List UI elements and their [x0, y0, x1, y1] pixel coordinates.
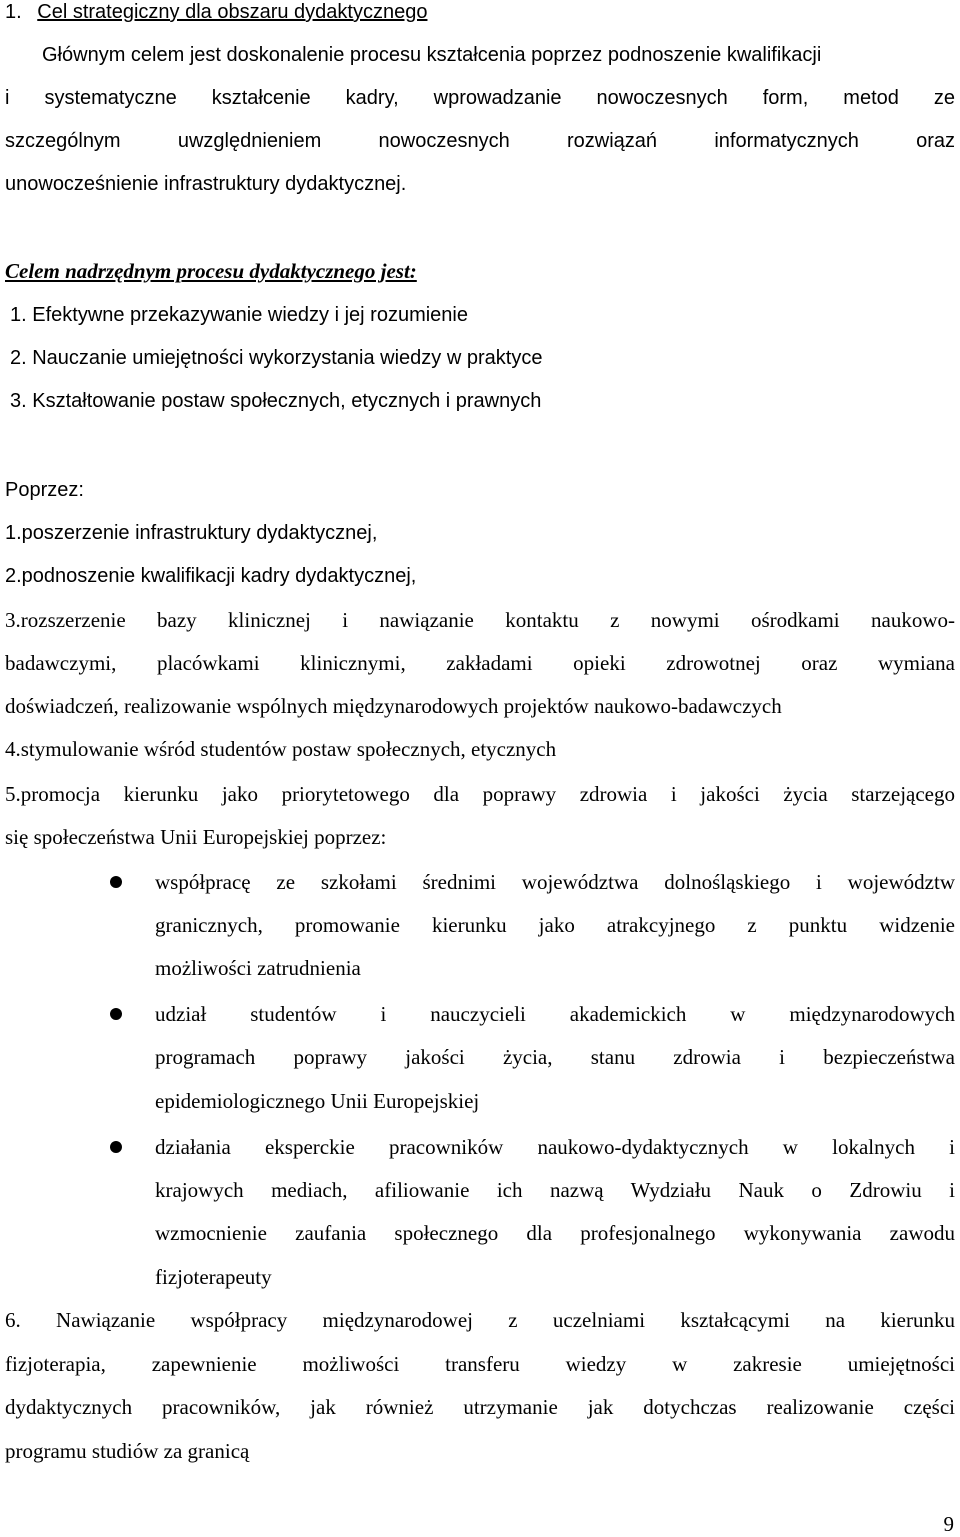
- intro-line: unowocześnienie infrastruktury dydaktycznej.: [5, 173, 407, 195]
- bullet-line: fizjoterapeuty: [155, 1265, 272, 1289]
- bullet-line: epidemiologicznego Unii Europejskiej: [155, 1089, 480, 1113]
- through-item: badawczymi, placówkami klinicznymi, zakładami opieki zdrowotnej oraz wymiana: [5, 651, 955, 675]
- bullet-line: wzmocnienie zaufania społecznego dla profesjonalnego wykonywania zawodu: [155, 1221, 955, 1245]
- through-item: 2.podnoszenie kwalifikacji kadry dydaktycznej,: [5, 565, 417, 587]
- through-item: się społeczeństwa Unii Europejskiej poprzez:: [5, 825, 387, 849]
- through-item: 1.poszerzenie infrastruktury dydaktycznej,: [5, 522, 378, 544]
- bullet-line: współpracę ze szkołami średnimi województwa dolnośląskiego i województw: [155, 870, 955, 894]
- bullet-icon: [110, 1008, 122, 1020]
- item6-line: dydaktycznych pracowników, jak również utrzymanie jak dotychczas realizowanie części: [5, 1395, 955, 1419]
- goal-item: 1. Efektywne przekazywanie wiedzy i jej rozumienie: [10, 304, 468, 326]
- section-heading: [5, 0, 955, 27]
- section-title: Cel strategiczny dla obszaru dydaktycznego: [37, 1, 428, 23]
- bullet-line: programach poprawy jakości życia, stanu zdrowia i bezpieczeństwa: [155, 1045, 955, 1069]
- bullet-line: możliwości zatrudnienia: [155, 956, 361, 980]
- through-label: Poprzez:: [5, 479, 84, 501]
- goal-item: 3. Kształtowanie postaw społecznych, etycznych i prawnych: [10, 390, 542, 412]
- through-item: 5.promocja kierunku jako priorytetowego dla poprawy zdrowia i jakości życia starzejącego: [5, 782, 955, 806]
- through-item: 4.stymulowanie wśród studentów postaw społecznych, etycznych: [5, 737, 557, 761]
- bullet-line: granicznych, promowanie kierunku jako atrakcyjnego z punktu widzenie: [155, 913, 955, 937]
- intro-line: i systematyczne kształcenie kadry, wprowadzanie nowoczesnych form, metod ze: [5, 87, 955, 109]
- bullet-line: krajowych mediach, afiliowanie ich nazwą Wydziału Nauk o Zdrowiu i: [155, 1178, 955, 1202]
- bullet-line: udział studentów i nauczycieli akademickich w międzynarodowych: [155, 1002, 955, 1026]
- bullet-icon: [110, 876, 122, 888]
- goal-item: 2. Nauczanie umiejętności wykorzystania wiedzy w praktyce: [10, 347, 543, 369]
- bullet-icon: [110, 1141, 122, 1153]
- intro-line: szczególnym uwzględnieniem nowoczesnych rozwiązań informatycznych oraz: [5, 130, 955, 152]
- bullet-line: działania eksperckie pracowników naukowo-dydaktycznych w lokalnych i: [155, 1135, 955, 1159]
- page-number: 9: [943, 1512, 954, 1536]
- goals-heading: Celem nadrzędnym procesu dydaktycznego jest:: [5, 259, 417, 283]
- item6-line: 6. Nawiązanie współpracy międzynarodowej z uczelniami kształcącymi na kierunku: [5, 1308, 955, 1332]
- section-number: 1.: [5, 1, 22, 23]
- item6-line: programu studiów za granicą: [5, 1439, 250, 1463]
- intro-line: Głównym celem jest doskonalenie procesu kształcenia poprzez podnoszenie kwalifikacji: [42, 44, 822, 66]
- item6-line: fizjoterapia, zapewnienie możliwości transferu wiedzy w zakresie umiejętności: [5, 1352, 955, 1376]
- through-item: 3.rozszerzenie bazy klinicznej i nawiązanie kontaktu z nowymi ośrodkami naukowo-: [5, 608, 955, 632]
- through-item: doświadczeń, realizowanie wspólnych międzynarodowych projektów naukowo-badawczych: [5, 694, 782, 718]
